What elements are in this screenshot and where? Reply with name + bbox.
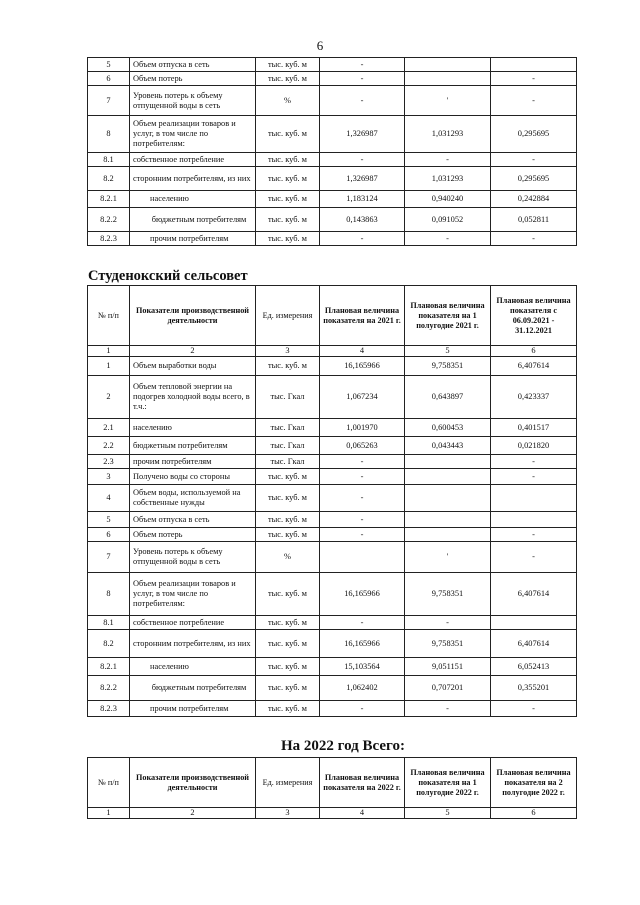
table-row [88,437,577,455]
row-value-2: 0,643897 [405,376,491,419]
row-unit: тыс. куб. м [256,616,320,630]
row-value-1: - [320,72,405,86]
row-unit: % [256,542,320,573]
column-index: 3 [256,808,320,819]
row-value-2: - [405,616,491,630]
row-value-1: 0,065263 [320,437,405,455]
table-row [88,232,577,246]
row-value-3: - [491,232,577,246]
table-row [88,153,577,167]
row-indicator: населению [130,419,256,437]
row-value-1: 16,165966 [320,357,405,376]
row-number: 8 [88,573,130,616]
row-value-2 [405,455,491,469]
row-value-3: 0,021820 [491,437,577,455]
row-value-1: - [320,86,405,116]
header-plan-year: Плановая величина показателя на 2021 г. [320,286,405,346]
row-value-2: 9,758351 [405,357,491,376]
row-value-3: 0,295695 [491,167,577,191]
row-number: 4 [88,485,130,512]
header-plan-half1: Плановая величина показателя на 1 полугодие 2022 г. [405,758,491,808]
row-unit: тыс. куб. м [256,676,320,701]
table-row [88,357,577,376]
header-plan-period: Плановая величина показателя с 06.09.2021 - 31.12.2021 [491,286,577,346]
row-value-2: - [405,232,491,246]
row-value-1: 16,165966 [320,573,405,616]
row-value-1: 16,165966 [320,630,405,658]
row-number: 2.3 [88,455,130,469]
column-index: 5 [405,808,491,819]
table-row [88,116,577,153]
row-value-1: 1,183124 [320,191,405,208]
row-number: 6 [88,72,130,86]
row-indicator: бюджетным потребителям [130,208,256,232]
table-row [88,658,577,676]
row-value-3: - [491,72,577,86]
row-indicator: сторонним потребителям, из них [130,630,256,658]
row-value-2: - [405,701,491,717]
row-indicator: Получено воды со стороны [130,469,256,485]
row-unit: тыс. куб. м [256,573,320,616]
row-number: 8 [88,116,130,153]
row-unit: тыс. куб. м [256,191,320,208]
row-indicator: населению [130,658,256,676]
table-row [88,376,577,419]
row-number: 8.2.1 [88,658,130,676]
row-indicator: собственное потребление [130,616,256,630]
row-value-3: 0,401517 [491,419,577,437]
row-number: 8.2.3 [88,701,130,717]
section-title-studenok: Студенокский сельсовет [88,268,248,284]
row-number: 2.1 [88,419,130,437]
row-number: 8.2 [88,167,130,191]
row-value-1: - [320,701,405,717]
column-index: 1 [88,808,130,819]
row-indicator: Объем выработки воды [130,357,256,376]
row-unit: тыс. куб. м [256,630,320,658]
header-indicator: Показатели производственной деятельности [130,758,256,808]
row-value-1: - [320,512,405,528]
row-unit: тыс. куб. м [256,167,320,191]
row-indicator: Объем реализации товаров и услуг, в том числе по потребителям: [130,573,256,616]
row-number: 8.2.2 [88,208,130,232]
row-unit: тыс. куб. м [256,58,320,72]
row-value-1 [320,542,405,573]
row-unit: тыс. куб. м [256,208,320,232]
table-row [88,469,577,485]
row-value-2 [405,72,491,86]
row-value-1: - [320,469,405,485]
row-number: 2.2 [88,437,130,455]
row-unit: тыс. куб. м [256,153,320,167]
row-value-3: - [491,86,577,116]
row-value-1: - [320,232,405,246]
header-plan-half2: Плановая величина показателя на 2 полугодие 2022 г. [491,758,577,808]
row-unit: тыс. куб. м [256,357,320,376]
table-row [88,167,577,191]
table-row [88,58,577,72]
table-row [88,630,577,658]
row-unit: тыс. куб. м [256,116,320,153]
row-value-2: 9,758351 [405,630,491,658]
header-unit: Ед. измерения [256,758,320,808]
row-number: 8.1 [88,616,130,630]
row-indicator: прочим потребителям [130,455,256,469]
row-value-1: 1,001970 [320,419,405,437]
row-unit: тыс. куб. м [256,485,320,512]
row-indicator: собственное потребление [130,153,256,167]
row-unit: тыс. Гкал [256,437,320,455]
row-value-3: 6,407614 [491,357,577,376]
row-value-2: 1,031293 [405,167,491,191]
table-row [88,542,577,573]
row-unit: тыс. куб. м [256,469,320,485]
row-value-1: 1,062402 [320,676,405,701]
row-indicator: Объем отпуска в сеть [130,58,256,72]
row-unit: тыс. куб. м [256,701,320,717]
column-index: 5 [405,346,491,357]
row-value-1: - [320,485,405,512]
table-row [88,573,577,616]
row-value-3: 6,052413 [491,658,577,676]
table-2022 [87,757,577,819]
row-indicator: Уровень потерь к объему отпущенной воды в сеть [130,542,256,573]
row-unit: тыс. куб. м [256,512,320,528]
row-value-2 [405,512,491,528]
column-index: 1 [88,346,130,357]
row-value-3: 6,407614 [491,630,577,658]
table-row [88,191,577,208]
page-number: 6 [316,38,324,53]
row-value-2 [405,528,491,542]
row-number: 8.2.1 [88,191,130,208]
header-number: № п/п [88,758,130,808]
row-indicator: Объем воды, используемой на собственные нужды [130,485,256,512]
row-value-3: 0,423337 [491,376,577,419]
row-unit: тыс. куб. м [256,658,320,676]
row-unit: тыс. Гкал [256,455,320,469]
header-plan-half1: Плановая величина показателя на 1 полугодие 2021 г. [405,286,491,346]
row-value-1: 15,103564 [320,658,405,676]
row-indicator: Уровень потерь к объему отпущенной воды в сеть [130,86,256,116]
row-unit: % [256,86,320,116]
row-value-2: 0,043443 [405,437,491,455]
table-row [88,485,577,512]
row-number: 3 [88,469,130,485]
row-value-3 [491,58,577,72]
row-unit: тыс. куб. м [256,232,320,246]
row-number: 8.2 [88,630,130,658]
row-value-2: 9,758351 [405,573,491,616]
table-row [88,512,577,528]
row-indicator: сторонним потребителям, из них [130,167,256,191]
column-index: 6 [491,346,577,357]
row-value-2: ' [405,542,491,573]
row-value-3: - [491,542,577,573]
table-row [88,419,577,437]
row-number: 8.1 [88,153,130,167]
row-value-3: 0,355201 [491,676,577,701]
row-indicator: населению [130,191,256,208]
section-title-2022: На 2022 год Всего: [281,738,405,754]
row-value-2: 9,051151 [405,658,491,676]
row-value-3: - [491,455,577,469]
row-value-1: - [320,616,405,630]
row-number: 1 [88,357,130,376]
table-row [88,528,577,542]
row-value-3: - [491,153,577,167]
column-index: 6 [491,808,577,819]
table-row [88,72,577,86]
table-continuation [87,57,577,246]
row-value-3 [491,616,577,630]
row-value-2: - [405,153,491,167]
row-value-1: 1,326987 [320,116,405,153]
row-number: 6 [88,528,130,542]
header-plan-year: Плановая величина показателя на 2022 г. [320,758,405,808]
column-index: 3 [256,346,320,357]
row-value-3: 0,242884 [491,191,577,208]
row-indicator: Объем потерь [130,528,256,542]
row-value-1: - [320,58,405,72]
row-unit: тыс. куб. м [256,528,320,542]
column-index: 4 [320,808,405,819]
row-value-2: 0,091052 [405,208,491,232]
row-value-1: - [320,153,405,167]
row-unit: тыс. куб. м [256,72,320,86]
row-value-3: 6,407614 [491,573,577,616]
row-value-3: - [491,469,577,485]
row-indicator: Объем реализации товаров и услуг, в том числе по потребителям: [130,116,256,153]
row-value-1: 1,067234 [320,376,405,419]
header-indicator: Показатели производственной деятельности [130,286,256,346]
table-row [88,208,577,232]
row-value-3 [491,485,577,512]
row-indicator: прочим потребителям [130,701,256,717]
row-value-3: - [491,528,577,542]
row-indicator: Объем отпуска в сеть [130,512,256,528]
row-number: 8.2.3 [88,232,130,246]
row-unit: тыс. Гкал [256,376,320,419]
row-value-1: - [320,528,405,542]
row-value-2 [405,58,491,72]
table-studenok [87,285,577,717]
column-index: 2 [130,346,256,357]
header-number: № п/п [88,286,130,346]
table-row [88,701,577,717]
row-value-2: 0,707201 [405,676,491,701]
row-value-1: 0,143863 [320,208,405,232]
row-number: 7 [88,542,130,573]
row-value-2 [405,469,491,485]
row-value-3: 0,052811 [491,208,577,232]
row-indicator: Объем тепловой энергии на подогрев холодной воды всего, в т.ч.: [130,376,256,419]
row-value-2: 1,031293 [405,116,491,153]
row-value-2: 0,600453 [405,419,491,437]
row-number: 2 [88,376,130,419]
table-row [88,616,577,630]
row-value-2 [405,485,491,512]
row-value-3: 0,295695 [491,116,577,153]
table-row [88,455,577,469]
row-value-2: 0,940240 [405,191,491,208]
row-value-1: - [320,455,405,469]
table-row [88,676,577,701]
column-index: 4 [320,346,405,357]
column-index: 2 [130,808,256,819]
row-indicator: бюджетным потребителям [130,437,256,455]
row-value-3 [491,512,577,528]
row-unit: тыс. Гкал [256,419,320,437]
row-value-2: ' [405,86,491,116]
row-indicator: Объем потерь [130,72,256,86]
row-indicator: бюджетным потребителям [130,676,256,701]
row-number: 7 [88,86,130,116]
row-value-3: - [491,701,577,717]
row-number: 5 [88,512,130,528]
header-unit: Ед. измерения [256,286,320,346]
row-indicator: прочим потребителям [130,232,256,246]
row-number: 8.2.2 [88,676,130,701]
table-row [88,86,577,116]
row-number: 5 [88,58,130,72]
row-value-1: 1,326987 [320,167,405,191]
